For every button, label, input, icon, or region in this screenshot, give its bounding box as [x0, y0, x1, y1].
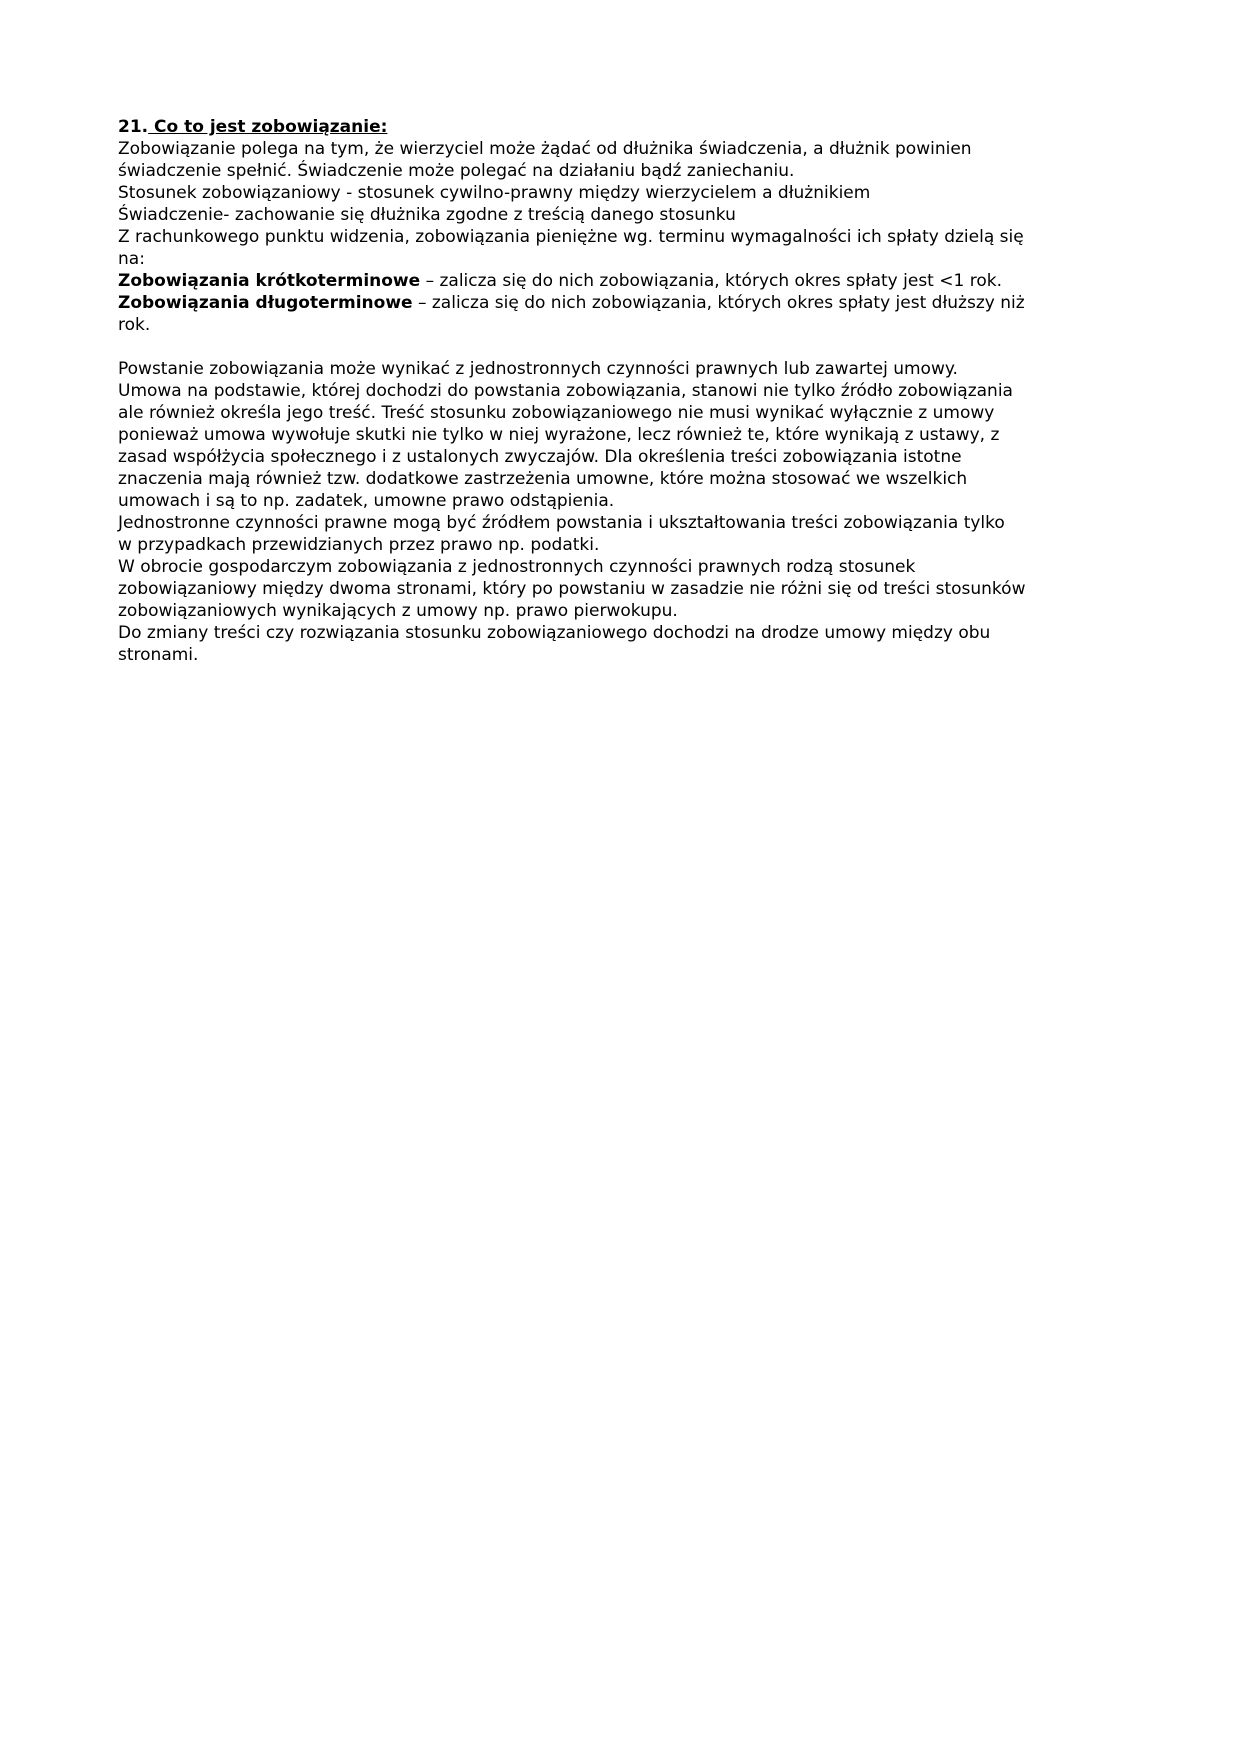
intro-line: na:: [118, 249, 145, 269]
heading-number: 21.: [118, 117, 149, 137]
body-line: zobowiązaniowy między dwoma stronami, który po powstaniu w zasadzie nie różni się od treści stosunków: [118, 579, 1026, 599]
body-line: Jednostronne czynności prawne mogą być źródłem powstania i ukształtowania treści zobowiązania tylko: [118, 513, 1005, 533]
body-line: ponieważ umowa wywołuje skutki nie tylko w niej wyrażone, lecz również te, które wynikają z ustawy, z: [118, 425, 1000, 445]
body-line: w przypadkach przewidzianych przez prawo np. podatki.: [118, 535, 600, 555]
body-line: zobowiązaniowych wynikających z umowy np. prawo pierwokupu.: [118, 601, 678, 621]
body-line: znaczenia mają również tzw. dodatkowe zastrzeżenia umowne, które można stosować we wszelkich: [118, 469, 968, 489]
short-term-definition: [118, 270, 1128, 292]
long-term-continuation: rok.: [118, 315, 151, 335]
document-page: [118, 116, 1128, 666]
body-line: ale również określa jego treść. Treść stosunku zobowiązaniowego nie musi wynikać wyłącznie z umowy: [118, 403, 995, 423]
body-line: Powstanie zobowiązania może wynikać z jednostronnych czynności prawnych lub zawartej umowy.: [118, 359, 958, 379]
heading-title: Co to jest zobowiązanie:: [148, 117, 388, 137]
body-line: Do zmiany treści czy rozwiązania stosunku zobowiązaniowego dochodzi na drodze umowy między obu: [118, 623, 991, 643]
body-line: W obrocie gospodarczym zobowiązania z jednostronnych czynności prawnych rodzą stosunek: [118, 557, 916, 577]
intro-line: Stosunek zobowiązaniowy - stosunek cywilno-prawny między wierzycielem a dłużnikiem: [118, 183, 871, 203]
section-heading: [118, 116, 1128, 138]
body-line: umowach i są to np. zadatek, umowne prawo odstąpienia.: [118, 491, 615, 511]
body-line: Umowa na podstawie, której dochodzi do powstania zobowiązania, stanowi nie tylko źródło zobowiązania: [118, 381, 1013, 401]
long-term-term: Zobowiązania długoterminowe: [118, 293, 413, 313]
intro-line: Zobowiązanie polega na tym, że wierzyciel może żądać od dłużnika świadczenia, a dłużnik powinien: [118, 139, 972, 159]
body-line: zasad współżycia społecznego i z ustalonych zwyczajów. Dla określenia treści zobowiązania istotne: [118, 447, 962, 467]
short-term-term: Zobowiązania krótkoterminowe: [118, 271, 421, 291]
intro-line: Świadczenie- zachowanie się dłużnika zgodne z treścią danego stosunku: [118, 205, 736, 225]
long-term-text: – zalicza się do nich zobowiązania, których okres spłaty jest dłuższy niż: [412, 293, 1025, 313]
intro-line: Z rachunkowego punktu widzenia, zobowiązania pieniężne wg. terminu wymagalności ich spłaty dzielą się: [118, 227, 1024, 247]
intro-line: świadczenie spełnić. Świadczenie może polegać na działaniu bądź zaniechaniu.: [118, 161, 795, 181]
short-term-text: – zalicza się do nich zobowiązania, których okres spłaty jest <1 rok.: [420, 271, 1002, 291]
long-term-definition: [118, 292, 1128, 314]
body-line: stronami.: [118, 645, 199, 665]
paragraph-gap: [118, 336, 1128, 358]
